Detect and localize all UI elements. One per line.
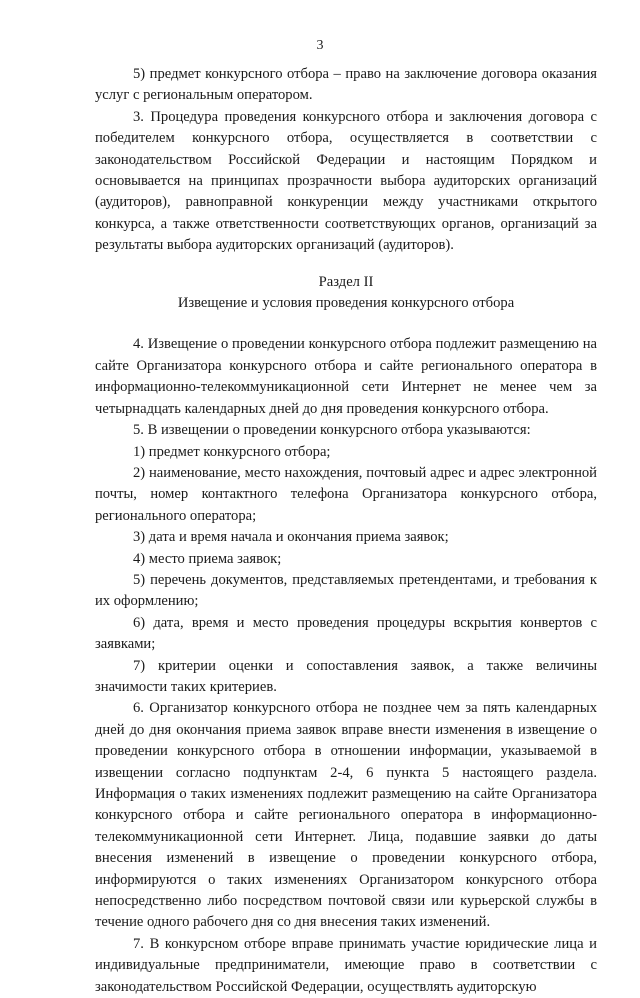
list-item-6: 6) дата, время и место проведения процедуры вскрытия конвертов с заявками; bbox=[95, 614, 597, 653]
list-item-4: 4) место приема заявок; bbox=[133, 550, 282, 567]
document-body bbox=[95, 64, 597, 998]
paragraph-6-changes: 6. Организатор конкурсного отбора не позднее чем за пять календарных дней до дня окончания приема заявок вправе внести изменения в извещение о проведении конкурсного отбора в отношении информации, указываемой в извещении согласно подпунктам 2-4, 6 пункта 5 настоящего раздела. Информация о таких изменениях подлежит размещению на сайте Организатора конкурсного отбора и сайте регионального оператора в информационно-телекоммуникационной сети Интернет. Лица, подавшие заявки до даты внесения изменений в извещение о проведении конкурсного отбора, информируются о таких изменениях Организатором конкурсного отбора непосредственно либо посредством почтовой связи или курьерской службы в течение одного рабочего дня со дня внесения таких изменений. bbox=[95, 700, 597, 931]
list-item-1: 1) предмет конкурсного отбора; bbox=[133, 443, 331, 460]
paragraph-7-participants: 7. В конкурсном отборе вправе принимать участие юридические лица и индивидуальные предприниматели, имеющие право в соответствии с законодательством Российской Федерации, осуществлять аудиторскую bbox=[95, 935, 597, 995]
page-number: 3 bbox=[316, 38, 324, 53]
paragraph-item-5-subject: 5) предмет конкурсного отбора – право на заключение договора оказания услуг с региональным оператором. bbox=[95, 66, 597, 104]
section-heading bbox=[95, 272, 597, 315]
list-item-3: 3) дата и время начала и окончания приема заявок; bbox=[133, 529, 449, 546]
list-item-2: 2) наименование, место нахождения, почтовый адрес и адрес электронной почты, номер контактного телефона Организатора конкурсного отбора, регионального оператора; bbox=[95, 464, 597, 524]
paragraph-3-procedure: 3. Процедура проведения конкурсного отбора и заключения договора с победителем конкурсного отбора, осуществляется в соответствии с законодательством Российской Федерации и настоящим Порядком и основывается на принципах прозрачности выбора аудиторских организаций (аудиторов), равноправной конкуренции между участниками открытого конкурса, а также ответственности соответствующих органов, организаций за результаты выбора аудиторских организаций (аудиторов). bbox=[95, 108, 597, 254]
section-title: Извещение и условия проведения конкурсного отбора bbox=[177, 295, 515, 312]
list-item-5: 5) перечень документов, представляемых претендентами, и требования к их оформлению; bbox=[95, 571, 597, 610]
section-number: Раздел II bbox=[318, 273, 374, 290]
list-item-7: 7) критерии оценки и сопоставления заявок, а также величины значимости таких критериев. bbox=[95, 657, 597, 695]
paragraph-4-notice: 4. Извещение о проведении конкурсного отбора подлежит размещению на сайте Организатора конкурсного отбора и сайте регионального оператора в информационно-телекоммуникационной сети Интернет не менее чем за четырнадцать календарных дней до дня проведения конкурсного отбора. bbox=[95, 336, 597, 417]
paragraph-5-notice-contents: 5. В извещении о проведении конкурсного отбора указываются: bbox=[133, 422, 531, 439]
